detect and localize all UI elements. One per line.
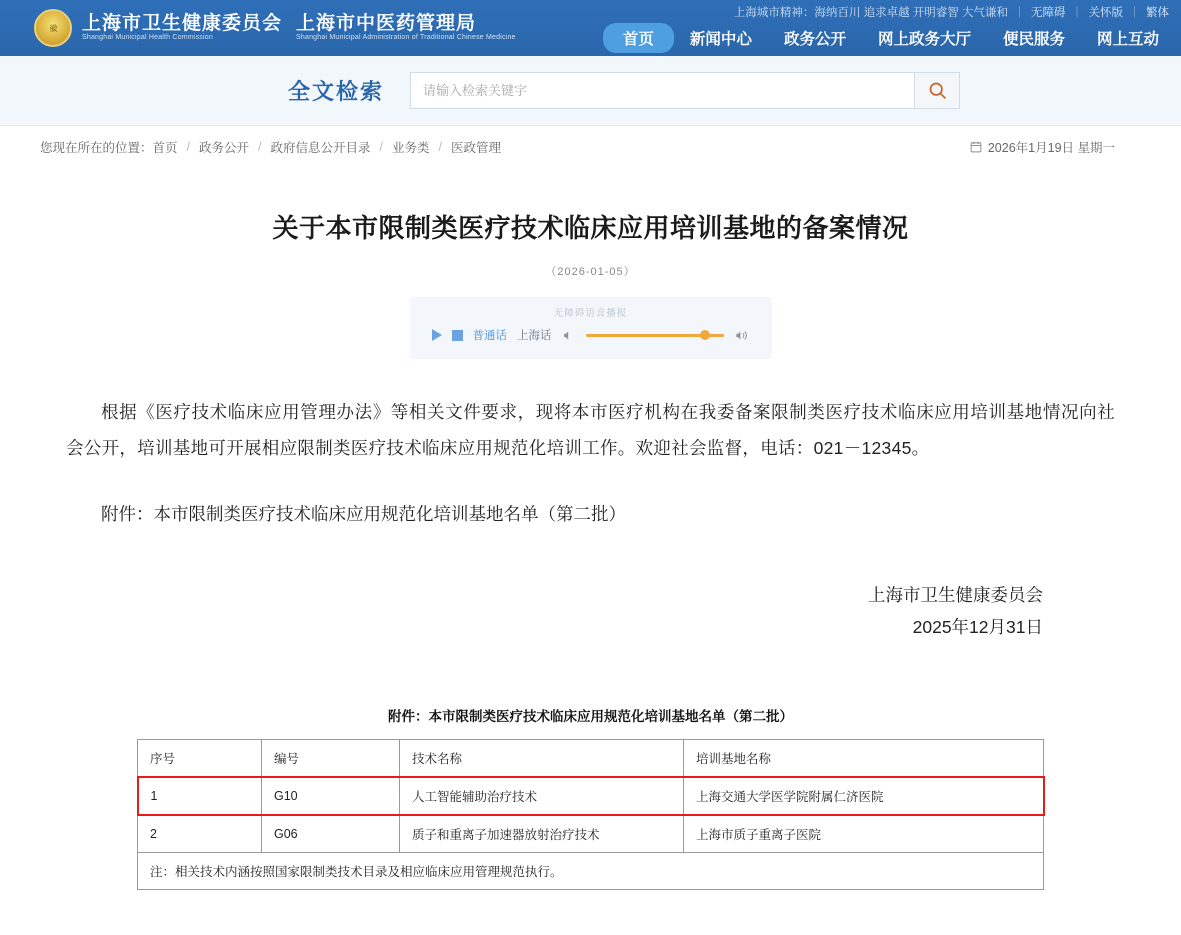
article-attachment-line: 附件：本市限制类医疗技术临床应用规范化培训基地名单（第二批） — [101, 503, 626, 524]
cell-no: 2 — [138, 815, 262, 853]
table-header-code: 编号 — [262, 740, 400, 778]
play-icon[interactable] — [432, 329, 442, 341]
breadcrumb-item-medical-administration[interactable]: 医政管理 — [451, 141, 502, 155]
signature-org: 上海市卫生健康委员会 — [868, 584, 1043, 605]
search-band — [0, 56, 1181, 126]
breadcrumb-separator: / — [258, 140, 262, 154]
accessibility-link[interactable]: 无障碍 — [1031, 7, 1066, 19]
language-option-mandarin[interactable]: 普通话 — [472, 330, 507, 342]
audio-player-caption: 无障碍语音播报 — [553, 308, 628, 319]
divider: | — [1133, 6, 1136, 18]
search-form — [410, 72, 960, 109]
cell-no: 1 — [138, 777, 262, 815]
site-emblem-icon: 徽 — [34, 9, 72, 47]
nav-item-home[interactable]: 首页 — [603, 23, 674, 53]
cell-tech: 质子和重离子加速器放射治疗技术 — [400, 815, 684, 853]
breadcrumb-separator: / — [379, 140, 384, 154]
stop-icon[interactable] — [452, 330, 463, 341]
table-note-row — [138, 853, 1044, 890]
table-caption: 附件：本市限制类医疗技术临床应用规范化培训基地名单（第二批） — [388, 709, 793, 725]
search-button[interactable] — [915, 72, 960, 109]
divider: | — [1018, 6, 1021, 18]
breadcrumb-label: 您现在所在的位置： — [40, 141, 153, 155]
org-name-en-2: Shanghai Municipal Administration of Traditional Chinese Medicine — [296, 33, 516, 41]
site-header — [0, 0, 1181, 56]
divider: | — [1075, 6, 1079, 18]
current-date — [970, 138, 1115, 156]
main-navigation — [603, 23, 1175, 53]
search-title: 全文检索 — [288, 79, 385, 104]
cell-tech: 人工智能辅助治疗技术 — [400, 777, 684, 815]
traditional-chinese-link[interactable]: 繁体 — [1146, 7, 1169, 19]
publish-date: （2026-01-05） — [545, 266, 636, 278]
volume-mute-icon[interactable] — [562, 329, 576, 342]
search-icon — [927, 80, 948, 101]
audio-player — [410, 297, 772, 359]
audio-player-controls — [410, 327, 772, 343]
nav-item-online-hall[interactable]: 网上政务大厅 — [877, 31, 971, 48]
table-row[interactable] — [138, 777, 1044, 815]
breadcrumb-item-disclosure-catalog[interactable]: 政府信息公开目录 — [270, 141, 371, 155]
city-spirit-label: 上海城市精神： — [733, 7, 815, 19]
table-header-no: 序号 — [138, 740, 262, 778]
logo-block-health — [82, 14, 282, 43]
org-name-cn-2: 上海市中医药管理局 — [296, 12, 477, 34]
search-input[interactable] — [410, 72, 915, 109]
cell-code: G06 — [262, 815, 400, 853]
volume-slider-handle[interactable] — [700, 330, 710, 340]
table-row[interactable] — [138, 815, 1044, 853]
page-title: 关于本市限制类医疗技术临床应用培训基地的备案情况 — [272, 213, 909, 243]
city-spirit-text: 海纳百川 追求卓越 开明睿智 大气谦和 — [814, 7, 1008, 19]
table-header-base: 培训基地名称 — [684, 740, 1044, 778]
breadcrumb-item-home[interactable]: 首页 — [152, 141, 178, 155]
article-paragraph: 根据《医疗技术临床应用管理办法》等相关文件要求，现将本市医疗机构在我委备案限制类医疗技术临床应用培训基地情况向社会公开，培训基地可开展相应限制类医疗技术临床应用规范化培训工作。欢迎社会监督，电话：021－12345。 — [66, 402, 1115, 458]
signature-date: 2025年12月31日 — [912, 617, 1043, 637]
cell-base: 上海交通大学医学院附属仁济医院 — [684, 777, 1044, 815]
header-utility-bar — [734, 4, 1169, 20]
article — [0, 208, 1181, 890]
current-date-text: 2026年1月19日 星期一 — [987, 141, 1115, 155]
language-option-shanghainese[interactable]: 上海话 — [517, 330, 552, 342]
breadcrumb-separator: / — [186, 140, 191, 154]
article-signature — [66, 579, 1115, 644]
breadcrumb-item-business[interactable]: 业务类 — [392, 141, 430, 155]
cell-code: G10 — [262, 777, 400, 815]
calendar-icon — [970, 141, 982, 153]
volume-up-icon[interactable] — [734, 329, 750, 342]
breadcrumb-item-government-affairs[interactable]: 政务公开 — [199, 141, 250, 155]
nav-item-public-services[interactable]: 便民服务 — [1002, 31, 1065, 48]
table-header-row — [138, 740, 1044, 778]
nav-item-online-interaction[interactable]: 网上互动 — [1096, 31, 1159, 48]
volume-slider[interactable] — [586, 334, 724, 337]
training-base-table — [137, 739, 1045, 890]
nav-item-news[interactable]: 新闻中心 — [689, 31, 752, 48]
table-note: 注：相关技术内涵按照国家限制类技术目录及相应临床应用管理规范执行。 — [138, 853, 1044, 890]
site-logo[interactable] — [82, 14, 530, 43]
breadcrumb — [0, 126, 1181, 168]
org-name-en-1: Shanghai Municipal Health Commission — [82, 33, 213, 41]
logo-block-tcm — [296, 14, 516, 42]
org-name-cn-1: 上海市卫生健康委员会 — [82, 12, 283, 34]
breadcrumb-separator: / — [438, 140, 443, 154]
nav-item-government-affairs[interactable]: 政务公开 — [783, 31, 846, 48]
care-version-link[interactable]: 关怀版 — [1088, 7, 1123, 19]
cell-base: 上海市质子重离子医院 — [684, 815, 1044, 853]
table-header-tech: 技术名称 — [400, 740, 684, 778]
